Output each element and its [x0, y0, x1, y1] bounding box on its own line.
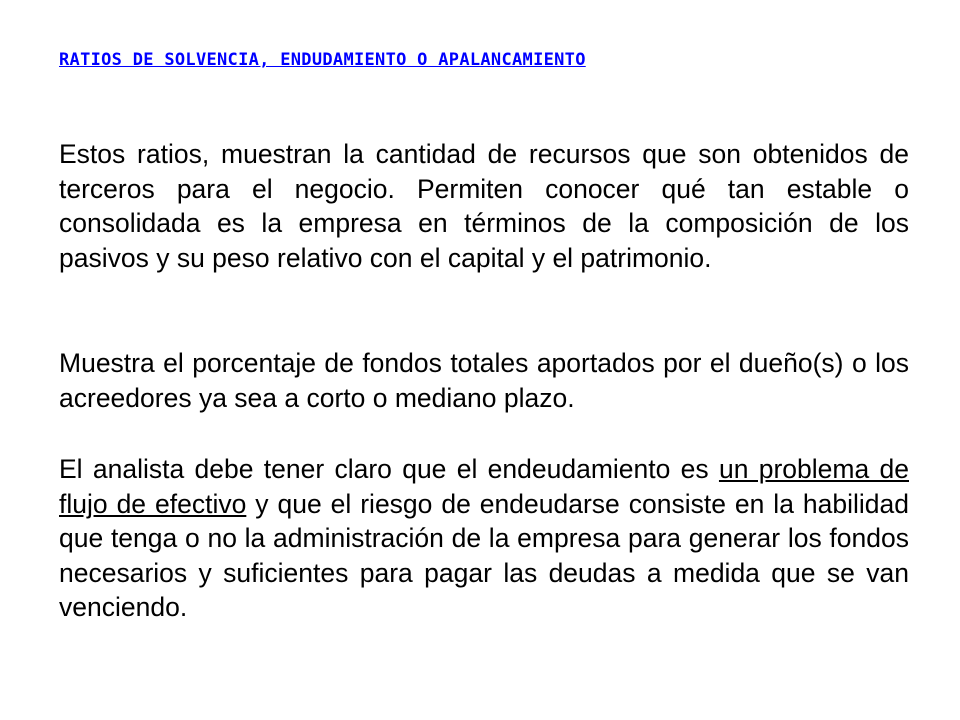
paragraph-analyst	[59, 452, 909, 625]
paragraph-analyst-text-start: El analista debe tener claro que el endeudamiento es	[59, 454, 719, 484]
paragraph-analyst-text-end: y que el riesgo de endeudarse consiste en la habilidad que tenga o no la administración de la empresa para generar los fondos necesarios y suficientes para pagar las deudas a medida que se van venciendo.	[59, 488, 909, 622]
page-title-link[interactable]: RATIOS DE SOLVENCIA, ENDUDAMIENTO O APALANCAMIENTO	[59, 50, 586, 70]
cash-flow-emphasis: un problema de flujo de efectivo	[59, 454, 909, 519]
paragraph-intro: Estos ratios, muestran la cantidad de recursos que son obtenidos de terceros para el negocio. Permiten conocer qué tan estable o consolidada es la empresa en términos de la composición de los pasivos y su peso relativo con el capital y el patrimonio.	[59, 139, 909, 273]
paragraph-funds: Muestra el porcentaje de fondos totales aportados por el dueño(s) o los acreedores ya sea a corto o mediano plazo.	[59, 348, 909, 413]
